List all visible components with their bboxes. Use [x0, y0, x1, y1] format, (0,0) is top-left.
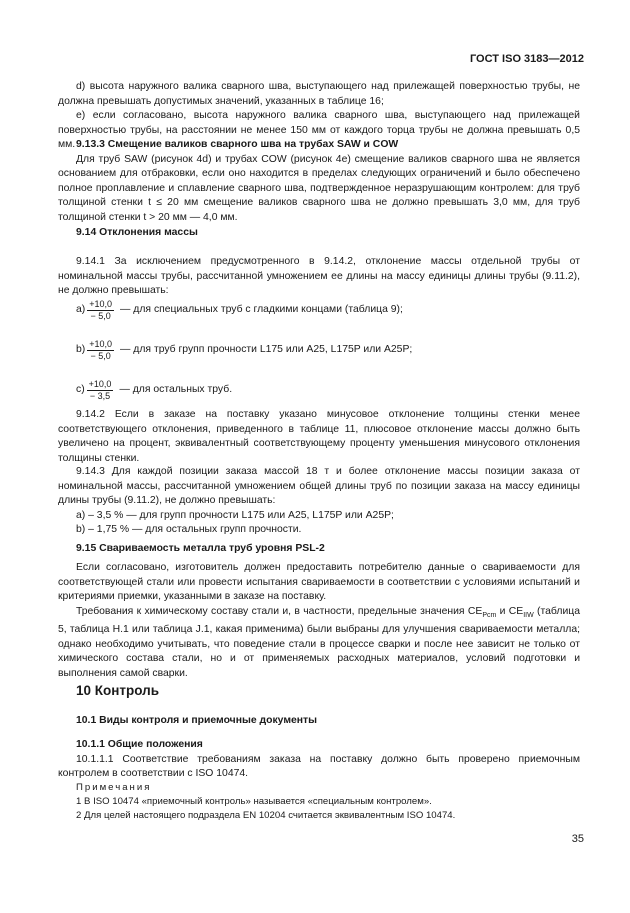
paragraph-text: Если согласовано, изготовитель должен предоставить потребителю данные о свариваемости для соответствующей стали или провести испытания свариваемости в соответствии с условиями испытаний и критериями приемки, указанными в заказе на поставку.	[58, 562, 580, 602]
note-2: 2 Для целей настоящего подраздела EN 10204 считается эквивалентным ISO 10474.	[76, 810, 456, 821]
subsection-heading: 10.1.1 Общие положения	[76, 739, 203, 750]
section-heading: 10.1 Виды контроля и приемочные документы	[76, 715, 318, 726]
text-part: (таблица 5, таблица H.1 или таблица J.1, какая применима) были выбраны для улучшения свариваемости металла; однако необходимо учитывать, что поведение стали в процессе сварки и после нее зависит не только от химического состава стали, но и от применяемых расходных материалов, условий подготовки и выполнения самой сварки.	[58, 605, 581, 679]
tolerance-fraction	[87, 339, 114, 362]
fraction-denominator: − 5,0	[90, 350, 111, 361]
list-item-a: a) – 3,5 % — для групп прочности L175 или A25, L175P или A25P;	[76, 509, 394, 521]
paragraph-9-14-2	[58, 408, 580, 466]
paragraph-9-14-1	[58, 255, 580, 299]
text-part: Требования к химическому составу стали и, в частности, предельные значения CE	[76, 605, 483, 617]
paragraph-e: e) если согласовано, высота наружного валика сварного шва, выступающего над прилежащей поверхностью трубы, на расстоянии не менее 150 мм от каждого торца трубы не должна превышать 0,5 мм.	[58, 110, 580, 150]
section-9-13-3	[58, 138, 580, 225]
chapter-heading: 10 Контроль	[76, 683, 160, 698]
section-10-1-1	[58, 738, 580, 782]
item-text: — для специальных труб с гладкими концами (таблица 9);	[120, 303, 403, 315]
section-heading: 9.15 Свариваемость металла труб уровня PSL-2	[76, 543, 325, 554]
document-header: ГОСТ ISO 3183—2012	[469, 53, 584, 65]
item-text: — для остальных труб.	[119, 383, 233, 395]
fraction-denominator: − 5,0	[90, 310, 111, 321]
paragraph-ce	[58, 605, 580, 682]
paragraph-text: 9.14.3 Для каждой позиции заказа массой 18 т и более отклонение массы позиции заказа от номинальной массы, рассчитанной умножением общей длины труб по позиции заказа на массу единицы длины трубы (9.11.2), не должно превышать:	[58, 466, 580, 506]
section-9-15-body	[58, 561, 580, 681]
tolerance-fraction	[87, 299, 114, 322]
item-prefix: c)	[76, 383, 85, 395]
subscript-iiw: IIW	[523, 611, 534, 619]
page-number: 35	[571, 833, 584, 845]
fraction-numerator: +10,0	[89, 298, 113, 309]
notes-title: Примечания	[76, 782, 152, 793]
notes-block	[58, 781, 580, 823]
fraction-numerator: +10,0	[89, 338, 113, 349]
note-1: 1 В ISO 10474 «приемочный контроль» называется «специальным контролем».	[76, 796, 432, 807]
paragraph-text: 9.14.2 Если в заказе на поставку указано минусовое отклонение толщины стенки менее соответствующего отклонения, приведенного в таблице 11, плюсовое отклонение массы должно быть увеличено на процент, эквивалентный соответствующему проценту уменьшения минусового отклонения толщины стенки.	[58, 409, 580, 464]
section-text: Для труб SAW (рисунок 4d) и трубах COW (рисунок 4e) смещение валиков сварного шва не является основанием для отбраковки, если оно находится в пределах следующих ограничений и было обеспечено полное проплавление и сплавление сварного шва, подтвержденное неразрушающим контролем: для труб толщиной стенки t ≤ 20 мм смещение валиков сварного шва не должно превышать 3,0 мм, для труб толщиной стенки t > 20 мм — 4,0 мм.	[58, 153, 580, 223]
paragraph-text: 9.14.1 За исключением предусмотренного в 9.14.2, отклонение массы отдельной трубы от номинальной массы трубы, рассчитанной умножением ее длины на массу единицы длины трубы (9.11.2), не должно превышать:	[58, 256, 580, 296]
deviation-item-b	[76, 336, 412, 364]
item-text: — для труб групп прочности L175 или A25, L175P или A25P;	[120, 343, 413, 355]
tolerance-fraction	[87, 379, 114, 402]
list-item-b: b) – 1,75 % — для остальных групп прочности.	[76, 524, 302, 535]
text-part: и CE	[496, 605, 524, 617]
subscript-pcm: Pcm	[482, 611, 497, 619]
paragraph-9-14-3	[58, 465, 580, 538]
section-10-heading-block	[58, 684, 580, 699]
deviation-item-c	[76, 376, 232, 404]
section-heading: 9.13.3 Смещение валиков сварного шва на трубах SAW и COW	[76, 139, 399, 150]
fraction-denominator: − 3,5	[89, 390, 111, 401]
section-9-14-heading-block	[58, 226, 580, 241]
fraction-numerator: +10,0	[88, 378, 112, 389]
section-heading: 9.14 Отклонения массы	[76, 227, 198, 238]
item-prefix: a)	[76, 303, 86, 315]
item-prefix: b)	[76, 343, 86, 355]
deviation-item-a	[76, 296, 403, 324]
paragraph-10-1-1-1: 10.1.1.1 Соответствие требованиям заказа на поставку должно быть проверено приемочным контролем в соответствии с ISO 10474.	[58, 753, 580, 779]
section-10-1-heading-block	[58, 714, 580, 729]
section-9-15-heading-block	[58, 542, 580, 557]
paragraph-d: d) высота наружного валика сварного шва, выступающего над прилежащей поверхностью трубы, не должна превышать допустимых значений, указанных в таблице 16;	[58, 81, 580, 107]
